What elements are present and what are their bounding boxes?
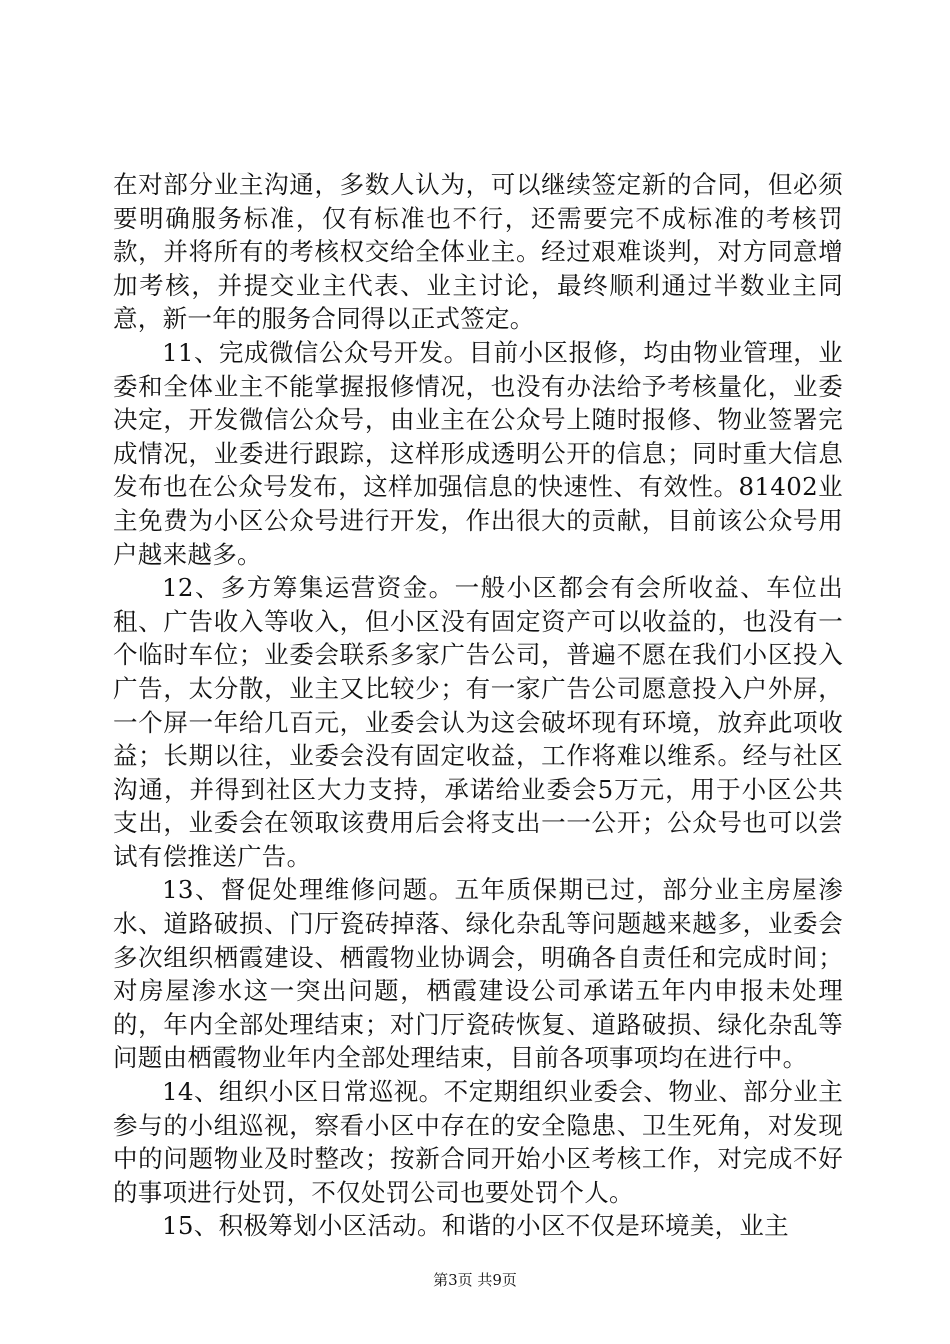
paragraph-contract-continuation: 在对部分业主沟通，多数人认为，可以继续签定新的合同，但必须要明确服务标准，仅有标准也不行，还需要完不成标准的考核罚款，并将所有的考核权交给全体业主。经过艰难谈判，对方同意增加考核，并提交业主代表、业主讨论，最终顺利通过半数业主同意，新一年的服务合同得以正式签定。 — [113, 170, 843, 334]
paragraph-wechat-account: 11、完成微信公众号开发。目前小区报修，均由物业管理，业委和全体业主不能掌握报修情况，也没有办法给予考核量化，业委决定，开发微信公众号，由业主在公众号上随时报修、物业签署完成情况，业委进行跟踪，这样形成透明公开的信息；同时重大信息发布也在公众号发布，这样加强信息的快速性、有效性。81402业主免费为小区公众号进行开发，作出很大的贡献，目前该公众号用户越来越多。 — [113, 337, 843, 569]
paragraph-community-activities: 15、积极筹划小区活动。和谐的小区不仅是环境美，业主 — [162, 1211, 789, 1241]
page-number-footer: 第3页 共9页 — [433, 1271, 517, 1289]
paragraph-operating-funds: 12、多方筹集运营资金。一般小区都会有会所收益、车位出租、广告收入等收入，但小区没有固定资产可以收益的，也没有一个临时车位；业委会联系多家广告公司，普遍不愿在我们小区投入广告，太分散，业主又比较少；有一家广告公司愿意投入户外屏，一个屏一年给几百元，业委会认为这会破坏现有环境，放弃此项收益；长期以往，业委会没有固定收益，工作将难以维系。经与社区沟通，并得到社区大力支持，承诺给业委会5万元，用于小区公共支出，业委会在领取该费用后会将支出一一公开；公众号也可以尝试有偿推送广告。 — [113, 573, 843, 871]
document-body — [113, 168, 843, 1243]
paragraph-maintenance-issues: 13、督促处理维修问题。五年质保期已过，部分业主房屋渗水、道路破损、门厅瓷砖掉落、绿化杂乱等问题越来越多，业委会多次组织栖霞建设、栖霞物业协调会，明确各自责任和完成时间；对房屋渗水这一突出问题，栖霞建设公司承诺五年内申报未处理的，年内全部处理结束；对门厅瓷砖恢复、道路破损、绿化杂乱等问题由栖霞物业年内全部处理结束，目前各项事项均在进行中。 — [113, 875, 843, 1073]
paragraph-daily-patrol: 14、组织小区日常巡视。不定期组织业委会、物业、部分业主参与的小组巡视，察看小区中存在的安全隐患、卫生死角，对发现中的问题物业及时整改；按新合同开始小区考核工作，对完成不好的事项进行处罚，不仅处罚公司也要处罚个人。 — [113, 1077, 843, 1207]
